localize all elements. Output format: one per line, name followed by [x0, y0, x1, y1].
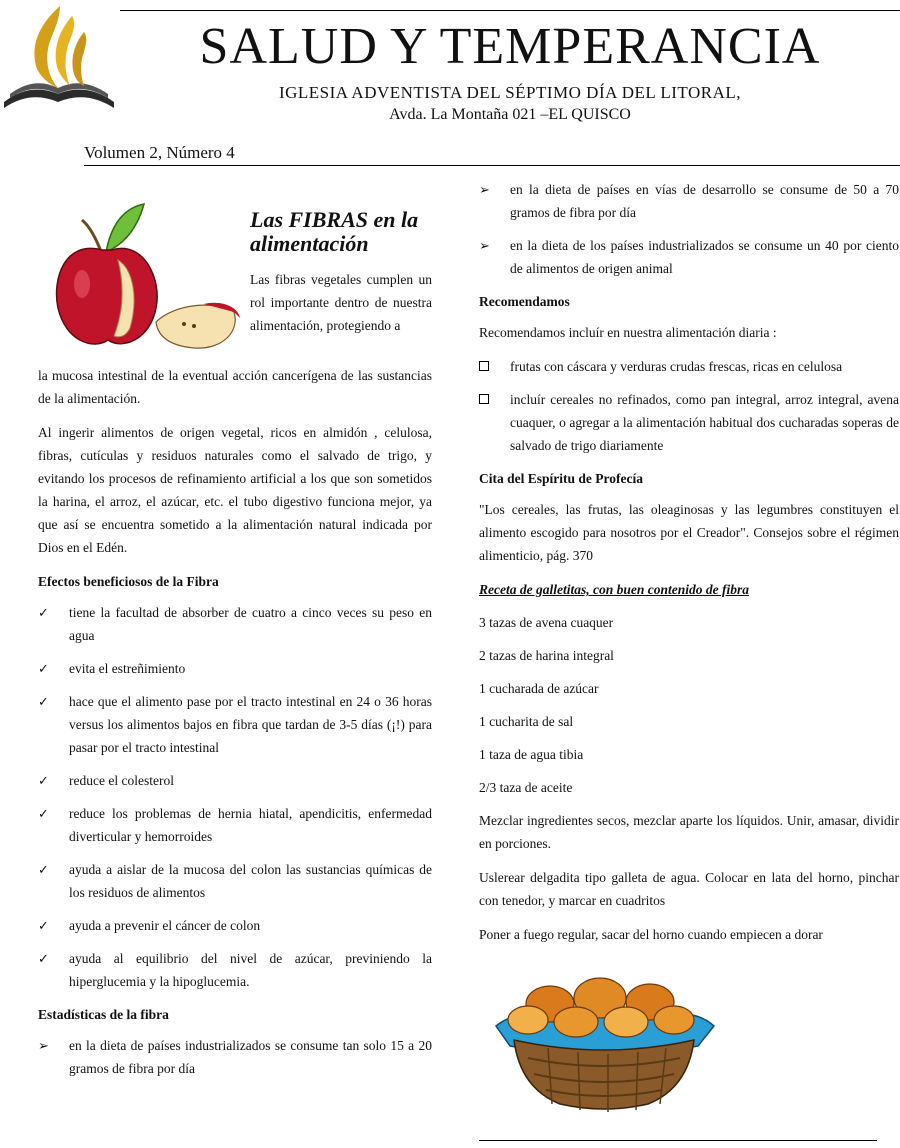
ingredient-item: 1 cucharada de azúcar — [479, 681, 599, 696]
stat-item: ➢ en la dieta de países industrializados se consume tan solo 15 a 20 gramos de fibra por día — [38, 1034, 432, 1080]
effect-item: ✓ reduce los problemas de hernia hiatal, apendicitis, enfermedad diverticular y hemorroides — [38, 802, 432, 848]
intro-paragraph-wrap: Las fibras vegetales cumplen un rol importante dentro de nuestra alimentación, protegiendo a — [250, 272, 432, 333]
checkmark-icon: ✓ — [38, 951, 49, 966]
recipe-step: Mezclar ingredientes secos, mezclar aparte los líquidos. Unir, amasar, dividir en porciones. — [479, 813, 899, 851]
arrow-bullet-icon: ➢ — [38, 1038, 49, 1053]
recommend-heading: Recomendamos — [479, 294, 570, 309]
effect-item: ✓ tiene la facultad de absorber de cuatro a cinco veces su peso en agua — [38, 601, 432, 647]
stats-heading: Estadísticas de la fibra — [38, 1007, 169, 1022]
footer-rule — [479, 1140, 877, 1141]
checkmark-icon: ✓ — [38, 694, 49, 709]
apple-illustration-icon — [34, 200, 244, 360]
church-address: Avda. La Montaña 021 –EL QUISCO — [389, 106, 631, 123]
checkmark-icon: ✓ — [38, 661, 49, 676]
ingredient-item: 2/3 taza de aceite — [479, 780, 573, 795]
recommend-intro: Recomendamos incluír en nuestra alimentación diaria : — [479, 325, 777, 340]
stat-item: ➢ en la dieta de países en vías de desarrollo se consume de 50 a 70 gramos de fibra por día — [479, 178, 899, 224]
checkmark-icon: ✓ — [38, 918, 49, 933]
ingredient-item: 3 tazas de avena cuaquer — [479, 615, 614, 630]
arrow-bullet-icon: ➢ — [479, 238, 490, 253]
effect-item: ✓ hace que el alimento pase por el tracto intestinal en 24 o 36 horas versus los alimentos bajos en fibra que tardan de 3-5 días (¡!) para pasar por el tracto intestinal — [38, 690, 432, 759]
article-title: Las FIBRAS en la alimentación — [250, 207, 419, 256]
stat-item: ➢ en la dieta de los países industrializados se consume un 40 por ciento de alimentos de origen animal — [479, 234, 899, 280]
recipe-title: Receta de galletitas, con buen contenido de fibra — [479, 582, 749, 597]
ingredient-item: 2 tazas de harina integral — [479, 648, 614, 663]
left-column — [38, 200, 432, 1090]
checkmark-icon: ✓ — [38, 862, 49, 877]
recommend-item: incluír cereales no refinados, como pan integral, arroz integral, avena cuaquer, o agregar a la alimentación habitual dos cucharadas soperas de salvado de trigo diariamente — [479, 388, 899, 457]
checkmark-icon: ✓ — [38, 605, 49, 620]
recipe-step: Uslerear delgadita tipo galleta de agua. Colocar en lata del horno, pinchar con tenedor, y marcar en cuadritos — [479, 870, 899, 908]
recommend-item: frutas con cáscara y verduras crudas frescas, ricas en celulosa — [479, 355, 899, 378]
effect-item: ✓ reduce el colesterol — [38, 769, 432, 792]
effect-item: ✓ evita el estreñimiento — [38, 657, 432, 680]
volume-number: Volumen 2, Número 4 — [84, 143, 235, 162]
right-column — [479, 178, 899, 957]
intro-paragraph-rest: la mucosa intestinal de la eventual acción cancerígena de las sustancias de la alimentación. — [38, 368, 432, 406]
bread-basket-icon — [488, 968, 720, 1113]
quote-heading: Cita del Espíritu de Profecía — [479, 471, 643, 486]
ingredient-item: 1 cucharita de sal — [479, 714, 574, 729]
checkmark-icon: ✓ — [38, 806, 49, 821]
ingredient-item: 1 taza de agua tibia — [479, 747, 584, 762]
effect-item: ✓ ayuda a aislar de la mucosa del colon las sustancias químicas de los residuos de alimentos — [38, 858, 432, 904]
recipe-step: Poner a fuego regular, sacar del horno cuando empiecen a dorar — [479, 927, 823, 942]
paragraph-2: Al ingerir alimentos de origen vegetal, ricos en almidón , celulosa, fibras, cutículas y residuos naturales como el salvado de trigo, y evitando los procesos de refinamiento artificial a los que son sometidos la harina, el arroz, el azúcar, etc. el tubo digestivo funciona mejor, ya que así se encuentra sometido a la alimentación natural indicada por Dios en el Edén. — [38, 425, 432, 555]
header-top-rule — [120, 10, 900, 11]
quote-text: "Los cereales, las frutas, las oleaginosas y las legumbres constituyen el alimento escogido para nosotros por el Creador". Consejos sobre el régimen alimenticio, pág. 370 — [479, 502, 899, 563]
church-name: IGLESIA ADVENTISTA DEL SÉPTIMO DÍA DEL LITORAL, — [278, 83, 742, 102]
effects-heading: Efectos beneficiosos de la Fibra — [38, 574, 219, 589]
square-bullet-icon — [479, 355, 489, 378]
volume-rule — [84, 165, 900, 166]
square-bullet-icon — [479, 388, 489, 411]
checkmark-icon: ✓ — [38, 773, 49, 788]
effect-item: ✓ ayuda al equilibrio del nivel de azúcar, previniendo la hiperglucemia y la hipoglucemia. — [38, 947, 432, 993]
arrow-bullet-icon: ➢ — [479, 182, 490, 197]
adventist-logo-icon — [0, 2, 118, 108]
newsletter-title: SALUD Y TEMPERANCIA — [199, 18, 821, 75]
effect-item: ✓ ayuda a prevenir el cáncer de colon — [38, 914, 432, 937]
